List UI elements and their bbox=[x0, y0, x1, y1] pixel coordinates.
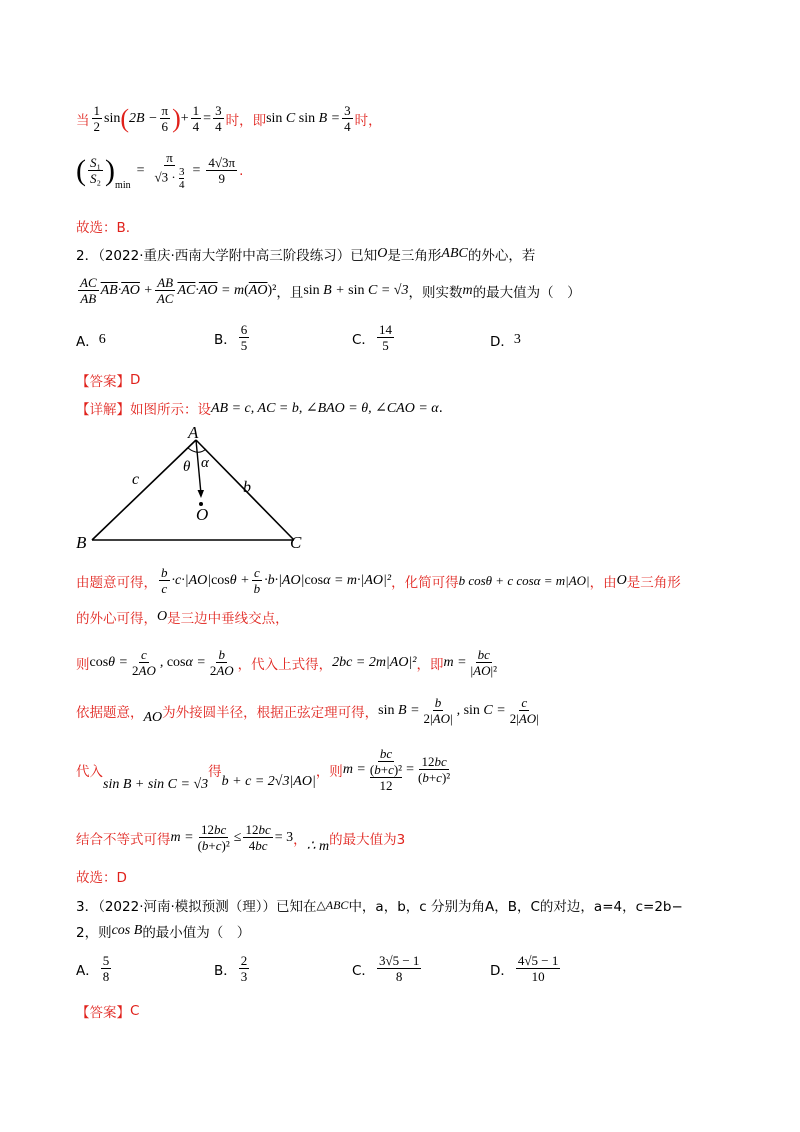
label-side-c: c bbox=[132, 471, 140, 488]
math-expression: AB = c, AC = b, ∠BAO = θ, ∠CAO = α bbox=[211, 400, 439, 416]
text: . bbox=[239, 162, 244, 179]
label-o: O bbox=[196, 505, 209, 524]
text: ，则实数 bbox=[408, 284, 463, 301]
solution-step-3: 则 cosθ = $\frac{c}{2AO}$ , cosα = $\frac{b}{2AO}$ ，代入上式得， 2bc = 2m|AO|² ，即 m = $\frac{bc}{\text{|AO|²}}$ bbox=[76, 647, 497, 678]
option-a[interactable]: A． 6 bbox=[76, 332, 106, 350]
text: 的最大值为（ ） bbox=[472, 284, 581, 301]
answer-3: 【答案】 C bbox=[76, 1003, 140, 1021]
solution-step-6: 结合不等式可得 m = $\frac{12bc}{\text{(b+c)²}}$ ≤ $\frac{12bc}{4bc}$ = 3 ， ∴ m 的最大值为3 bbox=[76, 822, 406, 854]
label-side-b: b bbox=[243, 479, 251, 496]
solution-step-2: 的外心可得， O 是三边中垂线交点， bbox=[76, 609, 289, 627]
option-b[interactable]: B． $\frac{2}{3}$ bbox=[214, 953, 248, 984]
text: ，且 bbox=[276, 284, 304, 301]
question-3-stem-2: 2，则 cos B 的最小值为（ ） bbox=[76, 923, 251, 941]
math-var: m bbox=[462, 282, 473, 298]
text: 2．（2022·重庆·西南大学附中高三阶段练习）已知 bbox=[76, 248, 378, 264]
text: 的外心，若 bbox=[467, 248, 536, 264]
continuation-line-1: 当 $\frac{1}{2}$ sin ( 2B − $\frac{\pi}{6}$ ) + $\frac{1}{4}$ = $\frac{3}{4}$ 时，即 sin C sin B = $\frac{3}{4}$ 时， bbox=[76, 103, 382, 134]
question-2-condition: $\frac{AC}{AB}$ $\overline{AB}\cdot\overline{AO}$ + $\frac{AB}{AC}$ $\overline{AC}\cdot\overline{AO} = m(\overline{AO})^2$ ，且 sin B + sin C = √3 ，则实数 m 的最大值为（ ） bbox=[80, 275, 581, 306]
option-a[interactable]: A． $\frac{5}{8}$ bbox=[76, 953, 110, 984]
continuation-line-2: ( $\frac{\text{S₁}}{\text{S₂}}$ ) min = π √3 · $\frac{3}{4}$ = $\frac{4√3\pi}{9}$ . bbox=[76, 150, 244, 191]
text: 时，即 bbox=[225, 112, 267, 129]
label-c: C bbox=[290, 533, 302, 552]
option-c[interactable]: C． $\frac{3√5 - 1}{8}$ bbox=[352, 953, 420, 984]
arrow-head bbox=[198, 490, 205, 498]
triangle-figure bbox=[70, 420, 320, 560]
label-b: B bbox=[76, 533, 87, 552]
math-var: O bbox=[377, 246, 388, 261]
solution-step-1: 由题意可得， $\frac{b}{c}$ ·c·|AO|cosθ + $\frac{c}{b}$ ·b·|AO|cosα = m·|AO|² ，化简可得 b cosθ + c cosα = m|AO| ，由 O 是三角形 bbox=[76, 565, 681, 596]
label-theta: θ bbox=[183, 459, 191, 475]
question-2-stem bbox=[76, 244, 535, 264]
option-b[interactable]: B． $\frac{6}{5}$ bbox=[214, 322, 248, 353]
math-var: ABC bbox=[441, 246, 468, 261]
choice-line: 故选：B. bbox=[76, 220, 131, 236]
option-d[interactable]: D． 3 bbox=[490, 332, 521, 350]
label-a: A bbox=[188, 423, 199, 442]
answer-2: 【答案】 D bbox=[76, 372, 141, 390]
detail-2: 【详解】 如图所示：设 AB = c, AC = b, ∠BAO = θ, ∠CAO = α . bbox=[76, 400, 443, 418]
text: 时， bbox=[354, 112, 382, 129]
text: 当 bbox=[76, 112, 90, 129]
solution-step-4: 依据题意， AO 为外接圆半径，根据正弦定理可得， sin B = $\frac{b}{2|AO|}$ , sin C = $\frac{c}{2|AO|}$ bbox=[76, 695, 539, 726]
choice-line-2: 故选：D bbox=[76, 870, 127, 886]
side-ab bbox=[92, 440, 196, 540]
text: 是三角形 bbox=[387, 248, 442, 264]
option-d[interactable]: D． $\frac{4√5 - 1}{10}$ bbox=[490, 953, 559, 984]
solution-step-5: 代入 sin B + sin C = √3 得 b + c = 2√3|AO| ，则 m = $\frac{bc}{\frac{\text{(b+c)²}}{12}}$ = $\frac{12bc}{\text{(b+c)²}}$ bbox=[76, 746, 451, 793]
option-c[interactable]: C． $\frac{14}{5}$ bbox=[352, 322, 392, 353]
question-3-stem: 3．（2022·河南·模拟预测（理））已知在 △ABC 中，a，b，c 分别为角A，B，C的对边，a=4，c=2b− bbox=[76, 897, 683, 915]
label-alpha: α bbox=[201, 455, 209, 471]
